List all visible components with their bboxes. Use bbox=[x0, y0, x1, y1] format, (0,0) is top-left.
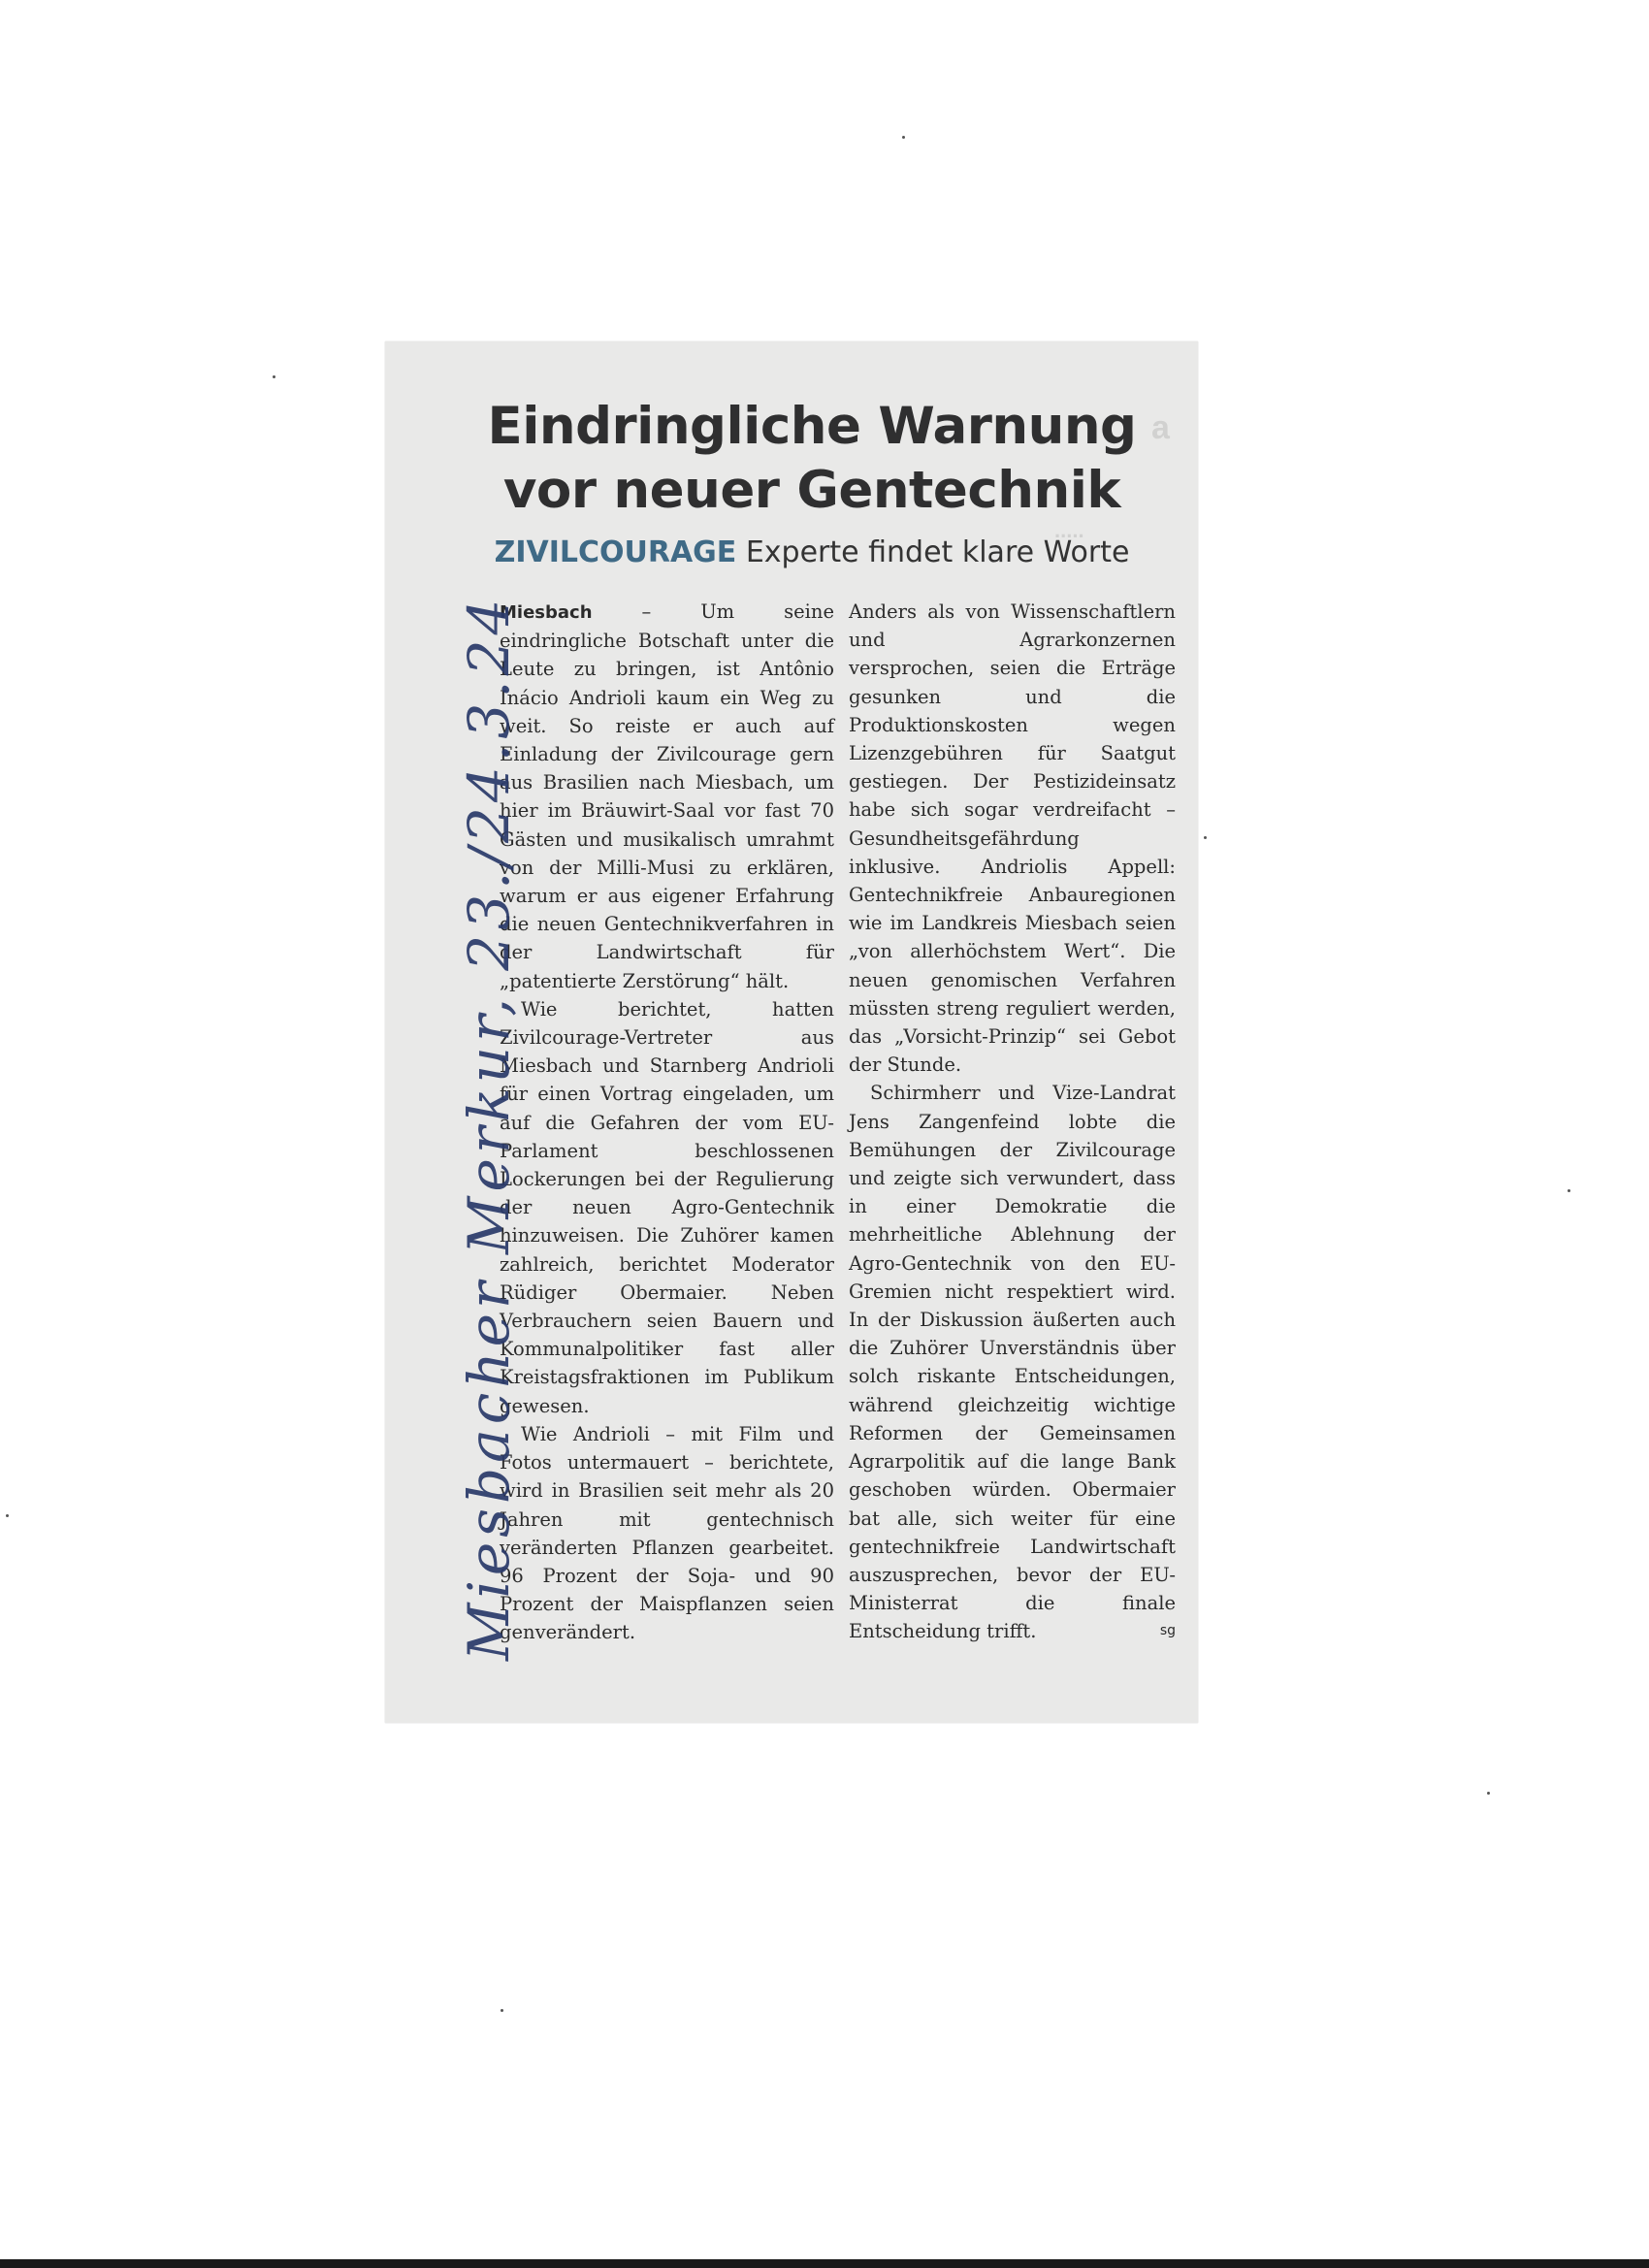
article-paragraph: Wie berichtet, hatten Zivilcourage-Vertreter aus Miesbach und Starnberg Andrioli für einen Vortrag eingeladen, um auf die Gefahren der vom EU-Parlament beschlossenen Lockerungen bei der Regulierung der neuen Agro-Gentechnik hinzuweisen. Die Zuhörer kamen zahlreich, berichtet Moderator Rüdiger Obermaier. Neben Verbrauchern seien Bauern und Kommunalpolitiker fast aller Kreistagsfraktionen im Publikum gewesen. bbox=[500, 997, 834, 1417]
scan-speck bbox=[501, 2009, 503, 2012]
headline-line-2: vor neuer Gentechnik bbox=[502, 461, 1121, 520]
show-through-fragment: ..... bbox=[1054, 518, 1084, 542]
scan-speck bbox=[1568, 1189, 1570, 1192]
headline-line-1: Eindringliche Warnung bbox=[487, 397, 1137, 456]
scan-speck bbox=[902, 136, 905, 139]
article-paragraph bbox=[849, 1079, 1176, 1645]
kicker-label: ZIVILCOURAGE bbox=[494, 535, 737, 569]
article-paragraph: Wie Andrioli – mit Film und Fotos untermauert – berichtete, wird in Brasilien seit mehr als 20 Jahren mit gentechnisch veränderten Pflanzen gearbeitet. 96 Prozent der Soja- und 90 Prozent der Maispflanzen seien genverändert. bbox=[500, 1422, 834, 1644]
paragraph-text: Schirmherr und Vize-Landrat Jens Zangenfeind lobte die Bemühungen der Zivilcourage und zeigte sich verwundert, dass in einer Demokratie die mehrheitliche Ablehnung der Agro-Gentechnik von den EU-Gremien nicht respektiert wird. In der Diskussion äußerten auch die Zuhörer Unverständnis über solch riskante Entscheidungen, während gleichzeitig wichtige Reformen der Gemeinsamen Agrarpolitik auf die lange Bank geschoben würden. Obermaier bat alle, sich weiter für eine gentechnikfreie Landwirtschaft auszusprechen, bevor der EU-Ministerrat die finale Entscheidung trifft. bbox=[849, 1082, 1176, 1643]
subheadline: Experte findet klare Worte bbox=[745, 535, 1130, 569]
article-headline bbox=[443, 395, 1180, 523]
author-initials: sg bbox=[1159, 1623, 1176, 1639]
scan-bottom-edge bbox=[0, 2259, 1649, 2268]
scan-speck bbox=[1487, 1792, 1490, 1795]
dateline: Miesbach bbox=[500, 602, 593, 623]
article-subline bbox=[443, 534, 1180, 572]
handwritten-source-note: Miesbacher Merkur, 23./24.3.24 bbox=[456, 594, 522, 1661]
article-column-right bbox=[849, 598, 1176, 1646]
show-through-fragment: a bbox=[1151, 409, 1170, 446]
article-paragraph bbox=[500, 598, 834, 995]
scan-speck bbox=[273, 375, 275, 378]
scan-speck bbox=[6, 1514, 9, 1517]
scan-speck bbox=[1204, 836, 1207, 839]
article-paragraph: Anders als von Wissenschaftlern und Agrarkonzernen versprochen, seien die Erträge gesunken und die Produktionskosten wegen Lizenzgebühren für Saatgut gestiegen. Der Pestizideinsatz habe sich sogar verdreifacht – Gesundheitsgefährdung inklusive. Andriolis Appell: Gentechnikfreie Anbauregionen wie im Landkreis Miesbach seien „von allerhöchstem Wert“. Die neuen genomischen Verfahren müssten streng reguliert werden, das „Vorsicht-Prinzip“ sei Gebot der Stunde. bbox=[849, 600, 1176, 1077]
paragraph-text: – Um seine eindringliche Botschaft unter die Leute zu bringen, ist Antônio Inácio Andrioli kaum ein Weg zu weit. So reiste er auch auf Einladung der Zivilcourage gern aus Brasilien nach Miesbach, um hier im Bräuwirt-Saal vor fast 70 Gästen und musikalisch umrahmt von der Milli-Musi zu erklären, warum er aus eigener Erfahrung die neuen Gentechnikverfahren in der Landwirtschaft für „patentierte Zerstörung“ hält. bbox=[500, 600, 834, 992]
article-column-left bbox=[500, 598, 834, 1647]
